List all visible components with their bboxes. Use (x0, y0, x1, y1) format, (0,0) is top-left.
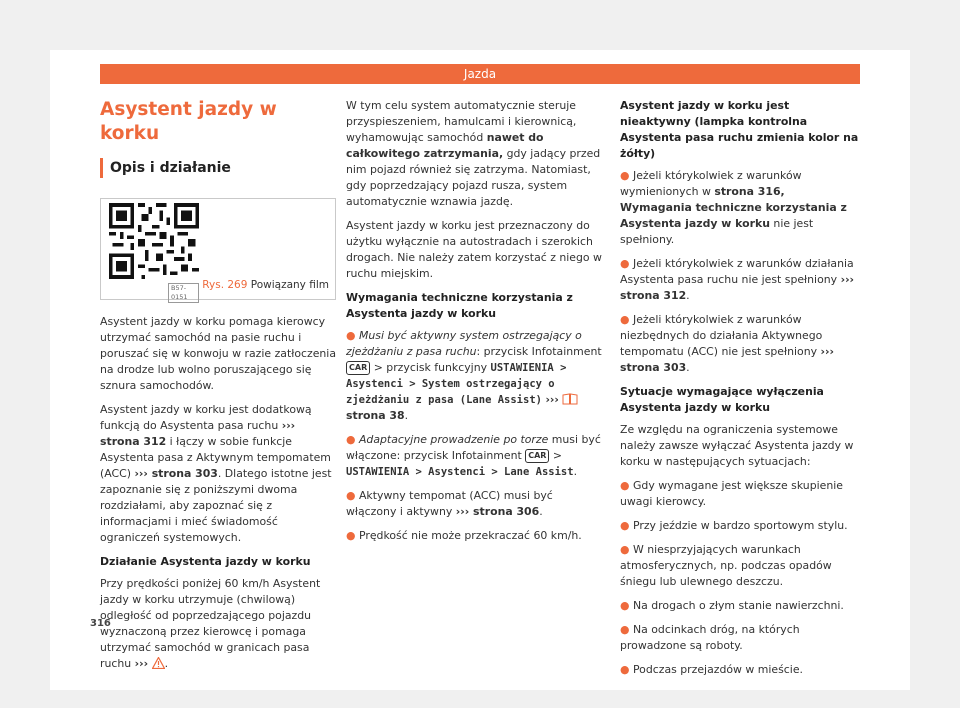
column-3 (620, 98, 860, 686)
bullet-icon: ● (620, 169, 630, 182)
text: Gdy wymagane jest większe skupienie uwagi kierowcy. (620, 479, 843, 508)
car-button-icon: CAR (346, 361, 370, 375)
page-reference-link[interactable]: ››› strona 303 (620, 345, 834, 374)
qr-code-box[interactable] (109, 203, 199, 301)
text: Jeżeli którykolwiek z warunków działania Asystenta pasa ruchu nie jest spełniony (620, 257, 854, 286)
text: i łączy w sobie funkcje Asystenta pasa z Aktywnym tempomatem (ACC) (100, 435, 331, 480)
subtitle-accent-bar (100, 158, 103, 178)
qr-code-icon[interactable] (109, 203, 199, 279)
text: . Dlatego istotne jest zapoznanie się z poniższymi dwoma rozdziałami, aby zapoznać się z informacjami i mieć świadomość ograniczeń systemowych. (100, 467, 332, 544)
page-reference-link[interactable]: ››› strona 312 (620, 273, 855, 302)
warning-icon[interactable] (152, 657, 165, 669)
text: > (552, 449, 563, 462)
bullet-icon: ● (620, 313, 630, 326)
paragraph: Asystent jazdy w korku jest przeznaczony do użytku wyłącznie na autostradach i szerokich drogach. Nie należy zatem korzystać z niego w ruchu miejskim. (346, 219, 602, 280)
italic-text: Adaptacyjne prowadzenie po torze (358, 433, 549, 446)
list-item (620, 622, 860, 654)
figure-caption-label: Rys. 269 (202, 279, 248, 291)
bullet-icon: ● (620, 599, 630, 612)
list-item (346, 528, 602, 544)
section-heading: Wymagania techniczne korzystania z Asystenta jazdy w korku (346, 291, 573, 320)
list-item (620, 478, 860, 510)
section-header-bar (100, 64, 860, 84)
bullet-icon: ● (620, 257, 630, 270)
menu-path: USTAWIENIA > Asystenci > System ostrzegający o zjeżdżaniu z pasa (Lane Assist) (346, 362, 567, 406)
figure-caption (202, 277, 329, 293)
page-reference-link[interactable]: ››› strona 306 (455, 505, 540, 518)
emphasis-text: nawet do całkowitego zatrzymania, (346, 131, 544, 160)
bullet-icon: ● (346, 529, 356, 542)
page-number: 316 (90, 618, 111, 629)
column-2 (346, 98, 602, 552)
warning-reference-link[interactable]: ››› (134, 657, 149, 670)
list-item (620, 168, 860, 248)
bullet-icon: ● (620, 543, 630, 556)
list-item: ● Musi być aktywny system ostrzegający o zjeżdżaniu z pasa ruchu: przycisk Infotainment CAR > przycisk funkcyjny USTAWIENIA > Asystenci > System ostrzegający o zjeżdżaniu z pasa (Lane Assist) ››› strona 38. (346, 329, 602, 422)
text: Podczas przejazdów w mieście. (632, 663, 803, 676)
text: Na odcinkach dróg, na których prowadzone są roboty. (620, 623, 800, 652)
text: Na drogach o złym stanie nawierzchni. (632, 599, 844, 612)
bullet-icon: ● (620, 479, 630, 492)
qr-label: B57-0151 (168, 283, 199, 303)
paragraph: Ze względu na ograniczenia systemowe należy zawsze wyłączać Asystenta jazdy w korku w następujących sytuacjach: (620, 423, 854, 468)
figure-caption-text: Powiązany film (250, 279, 329, 291)
text: Aktywny tempomat (ACC) musi być włączony i aktywny (346, 489, 553, 518)
paragraph: Przy prędkości poniżej 60 km/h Asystent jazdy w korku utrzymuje (chwilową) odległość od poprzedzającego pojazdu wyznaczoną przez kierowcę i pomaga utrzymać samochód w granicach pasa ruchu ››› . (100, 577, 321, 670)
text: W niesprzyjających warunkach atmosferycznych, np. podczas opadów śniegu lub ulewnego deszczu. (620, 543, 832, 588)
text: : przycisk Infotainment (476, 345, 602, 358)
list-item: ● Jeżeli którykolwiek z warunków działania Asystenta pasa ruchu nie jest spełniony ››› strona 312. (620, 257, 855, 302)
bullet-icon: ● (346, 489, 356, 502)
text: Jeżeli którykolwiek z warunków wymienionych w (620, 169, 802, 198)
page-reference-arrows: ››› (545, 393, 559, 406)
text: musi być włączone: przycisk Infotainment (346, 433, 601, 462)
text: Jeżeli którykolwiek z warunków niezbędnych do działania Aktywnego tempomatu (ACC) nie jest spełniony (620, 313, 823, 358)
text: Przy prędkości poniżej 60 km/h Asystent jazdy w korku utrzymuje (chwilową) odległość od poprzedzającego pojazdu wyznaczoną przez kierowcę i pomaga utrzymać samochód w granicach pasa ruchu (100, 577, 321, 670)
text: Asystent jazdy w korku jest dodatkową funkcją do Asystenta pasa ruchu (100, 403, 312, 432)
text: W tym celu system automatycznie steruje przyspieszeniem, hamulcami i kierownicą, wyhamowując samochód (346, 99, 577, 144)
bullet-icon: ● (346, 329, 356, 342)
menu-path: USTAWIENIA > Asystenci > Lane Assist (346, 466, 574, 478)
bullet-icon: ● (346, 433, 356, 446)
page-reference-link[interactable]: ››› strona 303 (134, 467, 218, 480)
list-item: ● Adaptacyjne prowadzenie po torze musi być włączone: przycisk Infotainment CAR > USTAWIENIA > Asystenci > Lane Assist. (346, 433, 601, 478)
list-item: ● Jeżeli którykolwiek z warunków niezbędnych do działania Aktywnego tempomatu (ACC) nie jest spełniony ››› strona 303. (620, 313, 834, 374)
book-icon (562, 393, 578, 405)
page-title: Asystent jazdy w korku (100, 99, 277, 144)
subtitle-block (100, 158, 336, 178)
text: nie jest spełniony. (620, 217, 814, 246)
list-item: ● Aktywny tempomat (ACC) musi być włączony i aktywny ››› strona 306. (346, 489, 553, 518)
bullet-icon: ● (620, 519, 630, 532)
section-heading: Sytuacje wymagające wyłączenia Asystenta jazdy w korku (620, 385, 824, 414)
text: Prędkość nie może przekraczać 60 km/h. (358, 529, 582, 542)
section-title: Jazda (463, 67, 497, 81)
paragraph (100, 402, 336, 546)
page-reference-link[interactable]: ››› strona 312 (100, 419, 296, 448)
page-reference-link[interactable]: strona 38 (346, 409, 405, 422)
section-heading: Działanie Asystenta jazdy w korku (100, 555, 311, 568)
bullet-icon: ● (620, 663, 630, 676)
figure-box (100, 198, 336, 300)
list-item (620, 598, 860, 614)
column-1 (100, 98, 336, 680)
subtitle: Opis i działanie (110, 160, 231, 176)
paragraph (346, 98, 602, 210)
page-reference-link[interactable]: strona 316, Wymagania techniczne korzystania z Asystenta jazdy w korku (620, 185, 847, 230)
car-button-icon: CAR (525, 449, 549, 463)
bullet-icon: ● (620, 623, 630, 636)
text: Przy jeździe w bardzo sportowym stylu. (632, 519, 848, 532)
section-heading: Asystent jazdy w korku jest nieaktywny (lampka kontrolna Asystenta pasa ruchu zmienia kolor na żółty) (620, 99, 859, 160)
italic-text: Musi być aktywny system ostrzegający o zjeżdżaniu z pasa ruchu (346, 329, 582, 358)
paragraph: Asystent jazdy w korku pomaga kierowcy utrzymać samochód na pasie ruchu i poruszać się w konwoju w razie zatłoczenia na drodze lub wolno poruszającego się sznura samochodów. (100, 315, 336, 392)
list-item (620, 542, 860, 590)
text: gdy jadący przed nim pojazd również się zatrzyma. Natomiast, gdy poprzedzający pojazd rusza, system automatycznie wznawia jazdę. (346, 147, 601, 208)
text: > przycisk funkcyjny (373, 361, 488, 374)
list-item (620, 518, 860, 534)
list-item (620, 662, 860, 678)
